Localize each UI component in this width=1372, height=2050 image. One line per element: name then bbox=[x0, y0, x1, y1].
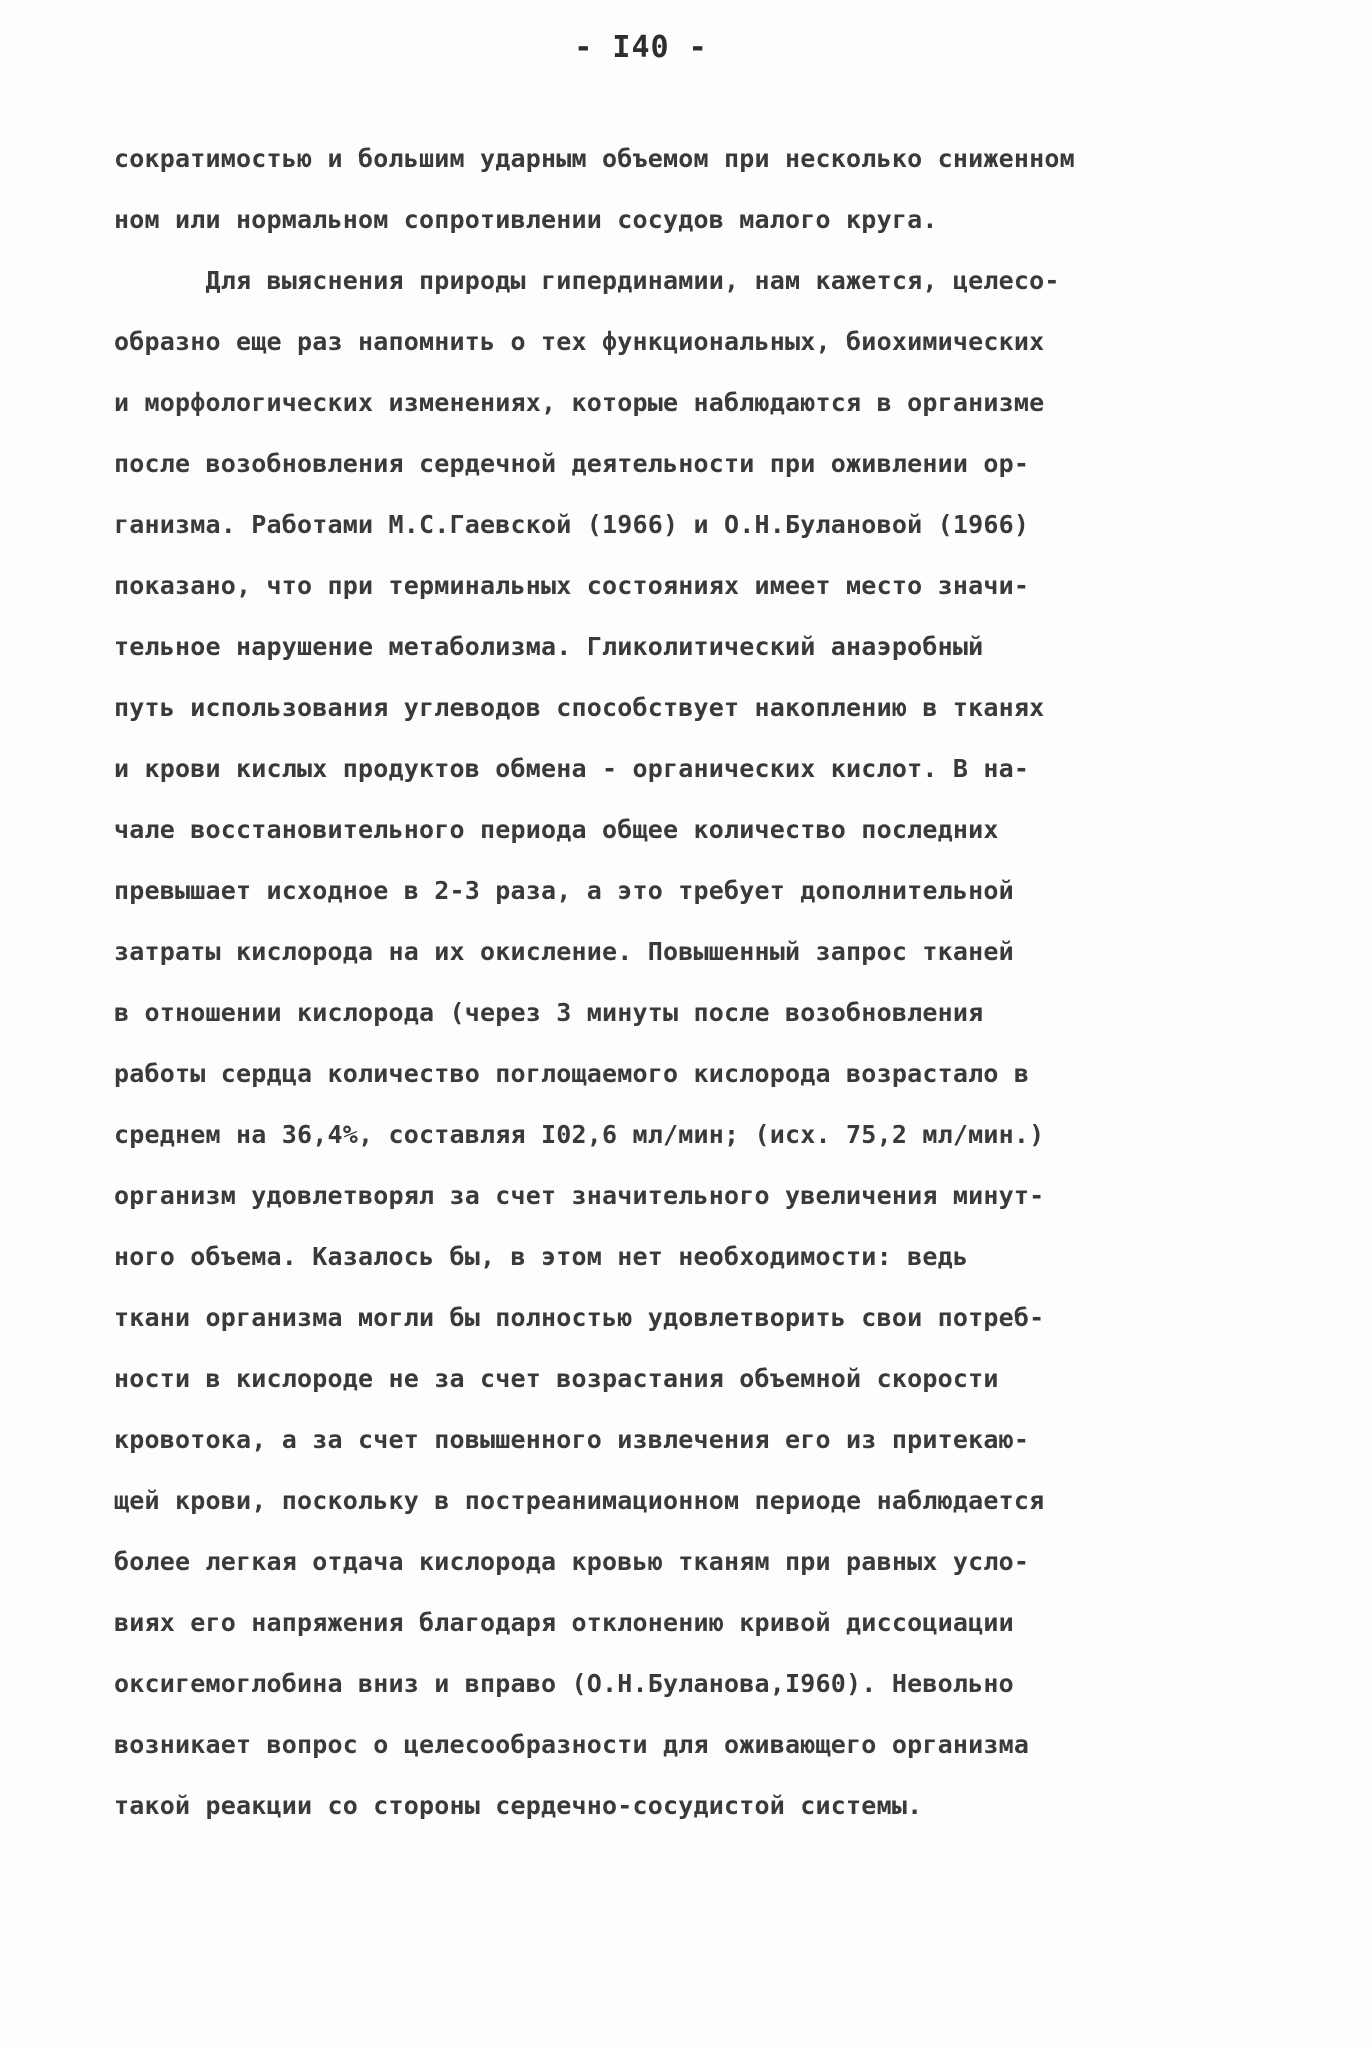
body-text bbox=[114, 128, 1264, 1836]
text-line: ганизма. Работами М.С.Гаевской (1966) и О.Н.Булановой (1966) bbox=[114, 510, 1030, 539]
text-line: образно еще раз напомнить о тех функциональных, биохимических bbox=[114, 327, 1045, 356]
text-line: сократимостью и большим ударным объемом при несколько сниженном bbox=[114, 144, 1075, 173]
text-line: среднем на 36,4%, составляя I02,6 мл/мин; (исх. 75,2 мл/мин.) bbox=[114, 1120, 1045, 1149]
text-line: и морфологических изменениях, которые наблюдаются в организме bbox=[114, 388, 1045, 417]
text-line: путь использования углеводов способствует накоплению в тканях bbox=[114, 693, 1045, 722]
text-line: чале восстановительного периода общее количество последних bbox=[114, 815, 999, 844]
text-line: после возобновления сердечной деятельности при оживлении ор- bbox=[114, 449, 1030, 478]
text-line: виях его напряжения благодаря отклонению кривой диссоциации bbox=[114, 1608, 1014, 1637]
text-line: оксигемоглобина вниз и вправо (О.Н.Буланова,I960). Невольно bbox=[114, 1669, 1014, 1698]
text-line: ности в кислороде не за счет возрастания объемной скорости bbox=[114, 1364, 999, 1393]
text-line: кровотока, а за счет повышенного извлечения его из притекаю- bbox=[114, 1425, 1030, 1454]
text-line: превышает исходное в 2-3 раза, а это требует дополнительной bbox=[114, 876, 1014, 905]
text-line: ном или нормальном сопротивлении сосудов малого круга. bbox=[114, 205, 938, 234]
text-line: такой реакции со стороны сердечно-сосудистой системы. bbox=[114, 1791, 923, 1820]
text-line: показано, что при терминальных состояниях имеет место значи- bbox=[114, 571, 1030, 600]
text-line: более легкая отдача кислорода кровью тканям при равных усло- bbox=[114, 1547, 1030, 1576]
page-number: - I40 - bbox=[574, 30, 708, 65]
text-line: тельное нарушение метаболизма. Гликолитический анаэробный bbox=[114, 632, 984, 661]
text-line: организм удовлетворял за счет значительного увеличения минут- bbox=[114, 1181, 1045, 1210]
text-line: работы сердца количество поглощаемого кислорода возрастало в bbox=[114, 1059, 1030, 1088]
text-line: в отношении кислорода (через 3 минуты после возобновления bbox=[114, 998, 984, 1027]
text-line: ткани организма могли бы полностью удовлетворить свои потреб- bbox=[114, 1303, 1045, 1332]
text-line: ного объема. Казалось бы, в этом нет необходимости: ведь bbox=[114, 1242, 969, 1271]
text-line: затраты кислорода на их окисление. Повышенный запрос тканей bbox=[114, 937, 1014, 966]
text-line: щей крови, поскольку в постреанимационном периоде наблюдается bbox=[114, 1486, 1045, 1515]
text-line: Для выяснения природы гипердинамии, нам кажется, целесо- bbox=[114, 266, 1060, 295]
text-line: и крови кислых продуктов обмена - органических кислот. В на- bbox=[114, 754, 1030, 783]
text-line: возникает вопрос о целесообразности для оживающего организма bbox=[114, 1730, 1030, 1759]
